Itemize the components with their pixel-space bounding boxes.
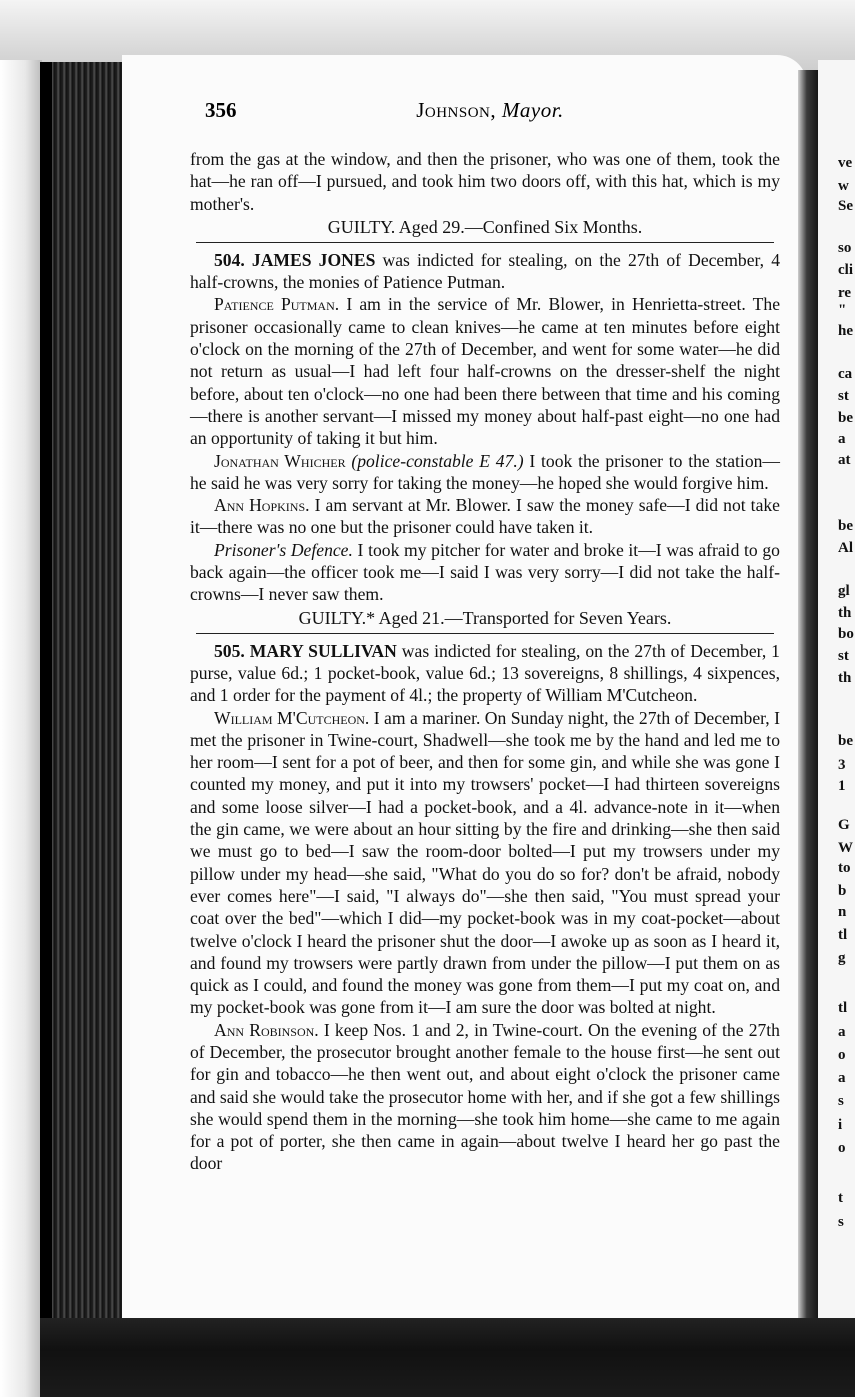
page-bottom-edge: [40, 1318, 855, 1397]
running-head-title: Mayor.: [501, 98, 564, 122]
facing-page-fragment: bo: [838, 626, 854, 642]
testimony-text: I am a mariner. On Sunday night, the 27th of December, I met the prisoner in Twine-court, Shadwell—she took me by the hand and led me to her room—I sent for a pot of beer, and then for some gin, and while she was gone I counted my money, and put it into my trowsers' pocket—I had thirteen sovereigns and some loose silver—I had a pocket-book, and a 4l. advance-note in it—when the gin came, we were about an hour sitting by the fire and drinking—she then said we must go to bed—I saw the room-door bolted—I put my trowsers under my pillow under my head—she said, "What do you do so for? don't be afraid, nobody ever comes here"—I said, "I always do"—she then said, "You must spread your coat over the bed"—which I did—my pocket-book was in my coat-pocket—about twelve o'clock I heard the prisoner shut the door—I awoke up as soon as I heard it, and found my trowsers were partly drawn from under the pillow—I put them on as quick as I could, and found the money was gone from them—I put my coat on, and my pocket-book was gone from it—I am sure the door was bolted at night.: [190, 707, 780, 1018]
facing-page-fragment: be: [838, 410, 853, 426]
facing-page-fragment: i: [838, 1117, 843, 1133]
defendant-name: MARY SULLIVAN: [249, 640, 397, 661]
indictment-text: was indicted for stealing, on the 27th of December, 4 half-crowns, the monies of Patience Putman.: [190, 249, 780, 293]
facing-page-fragment: W: [838, 840, 853, 856]
page-body: [190, 148, 780, 1175]
defence-label: Prisoner's Defence.: [214, 539, 353, 560]
page-left-edge: [0, 60, 42, 1397]
defence-text: I took my pitcher for water and broke it—I was afraid to go back again—the officer took me—I said I was very sorry—I did not take the half-crowns—I never saw them.: [190, 539, 780, 605]
case-505-indictment: [190, 640, 780, 707]
carryover-paragraph: from the gas at the window, and then the prisoner, who was one of them, took the hat—he ran off—I pursued, and took him two doors off, with this hat, which is my mother's.: [190, 149, 780, 214]
facing-page-fragment: th: [838, 670, 852, 686]
facing-page-fragment: s: [838, 1093, 844, 1109]
facing-page-fragment: re: [838, 285, 852, 301]
facing-page-fragment: th: [838, 605, 852, 621]
facing-page-fragment: 3: [838, 757, 846, 773]
facing-page-fragment: o: [838, 1047, 846, 1063]
facing-page-fragment: ve: [838, 155, 853, 171]
indictment-text: was indicted for stealing, on the 27th of December, 1 purse, value 6d.; 1 pocket-book, value 6d.; 13 sovereigns, 8 shillings, 4 sixpences, and 1 order for the payment of 4l.; the property of William M'Cutcheon.: [190, 640, 780, 706]
page-number: 356: [205, 98, 237, 122]
witness-name: Ann Hopkins.: [214, 495, 310, 516]
facing-page-fragment: cli: [838, 262, 853, 278]
facing-page-fragment: n: [838, 904, 847, 920]
running-header: [205, 98, 775, 128]
testimony-text: I keep Nos. 1 and 2, in Twine-court. On the evening of the 27th of December, the prosecutor brought another female to the house first—he sent out for gin and tobacco—he then went out, and about eight o'clock the prisoner came and said she would take the prosecutor home with her, and if she got a few shillings she would spend them in the morning—she took him home—she came to me again for a pot of porter, she then came in again—about twelve I heard her go past the door: [190, 1019, 780, 1174]
facing-page-fragment: 1: [838, 778, 846, 794]
facing-page-fragment: st: [838, 648, 849, 664]
facing-page-fragment: tl: [838, 1000, 848, 1016]
facing-page-fragment: w: [838, 178, 849, 194]
case-504-verdict: GUILTY.* Aged 21.—Transported for Seven Years.: [298, 607, 672, 628]
witness-testimony: [190, 494, 780, 539]
witness-name: William M'Cutcheon.: [214, 707, 370, 728]
facing-page-fragment: ": [838, 302, 847, 318]
testimony-text: I took the prisoner to the station—he said he was very sorry for taking the money—he hoped she would forgive him.: [190, 450, 781, 493]
testimony-text: I am servant at Mr. Blower. I saw the money safe—I did not take it—there was no one but the prisoner could have taken it.: [190, 495, 780, 538]
case-number: 504.: [214, 249, 245, 270]
witness-testimony: [190, 707, 780, 1019]
facing-page-fragment: Se: [838, 198, 853, 214]
case-divider: [196, 633, 774, 634]
witness-name: Patience Putman.: [214, 294, 340, 315]
facing-page-fragment: tl: [838, 927, 848, 943]
witness-name: Ann Robinson.: [214, 1019, 319, 1040]
facing-page-fragment: g: [838, 950, 846, 966]
case-number: 505.: [214, 640, 245, 661]
facing-page-fragment: be: [838, 518, 853, 534]
facing-page-fragment: be: [838, 733, 853, 749]
prisoner-defence: [190, 539, 780, 606]
facing-page-fragment: b: [838, 883, 847, 899]
facing-page-fragment: he: [838, 323, 853, 339]
carryover-verdict: GUILTY. Aged 29.—Confined Six Months.: [327, 216, 643, 237]
facing-page-fragment: Al: [838, 540, 853, 556]
facing-page-fragment: ca: [838, 366, 853, 382]
witness-testimony: [190, 450, 780, 495]
testimony-text: I am in the service of Mr. Blower, in Henrietta-street. The prisoner occasionally came to clean knives—he came at ten minutes before eight o'clock on the morning of the 27th of December, and went for some water—he did not return as usual—I had left four half-crowns on the dresser-shelf the night before, about ten o'clock—no one had been there between that time and his coming—there is another servant—I missed my money about half-past eight—no one had an opportunity of taking it but him.: [190, 294, 780, 449]
witness-role: (police-constable E 47.): [351, 450, 524, 471]
facing-page-fragment: a: [838, 431, 846, 447]
page-gutter: [798, 70, 820, 1320]
facing-page-fragment: a: [838, 1070, 846, 1086]
defendant-name: JAMES JONES: [251, 249, 376, 270]
facing-page-fragment: so: [838, 240, 852, 256]
facing-page-fragment: s: [838, 1214, 844, 1230]
facing-page-fragment: o: [838, 1140, 846, 1156]
book-spine: [42, 62, 122, 1332]
facing-page-fragment: to: [838, 860, 851, 876]
facing-page-fragment: st: [838, 388, 849, 404]
facing-page-fragment: G: [838, 817, 850, 833]
case-504-indictment: [190, 249, 780, 294]
witness-testimony: [190, 293, 780, 449]
facing-page-fragment: a: [838, 1024, 846, 1040]
book-spine-shadow: [40, 62, 52, 1332]
witness-testimony: [190, 1019, 780, 1175]
witness-name: Jonathan Whicher: [214, 450, 346, 471]
running-head-name: Johnson,: [416, 98, 497, 122]
case-divider: [196, 242, 774, 243]
facing-page-fragment: at: [838, 452, 851, 468]
running-head: [205, 98, 775, 123]
facing-page-fragment: gl: [838, 583, 850, 599]
facing-page-fragment: t: [838, 1190, 843, 1206]
